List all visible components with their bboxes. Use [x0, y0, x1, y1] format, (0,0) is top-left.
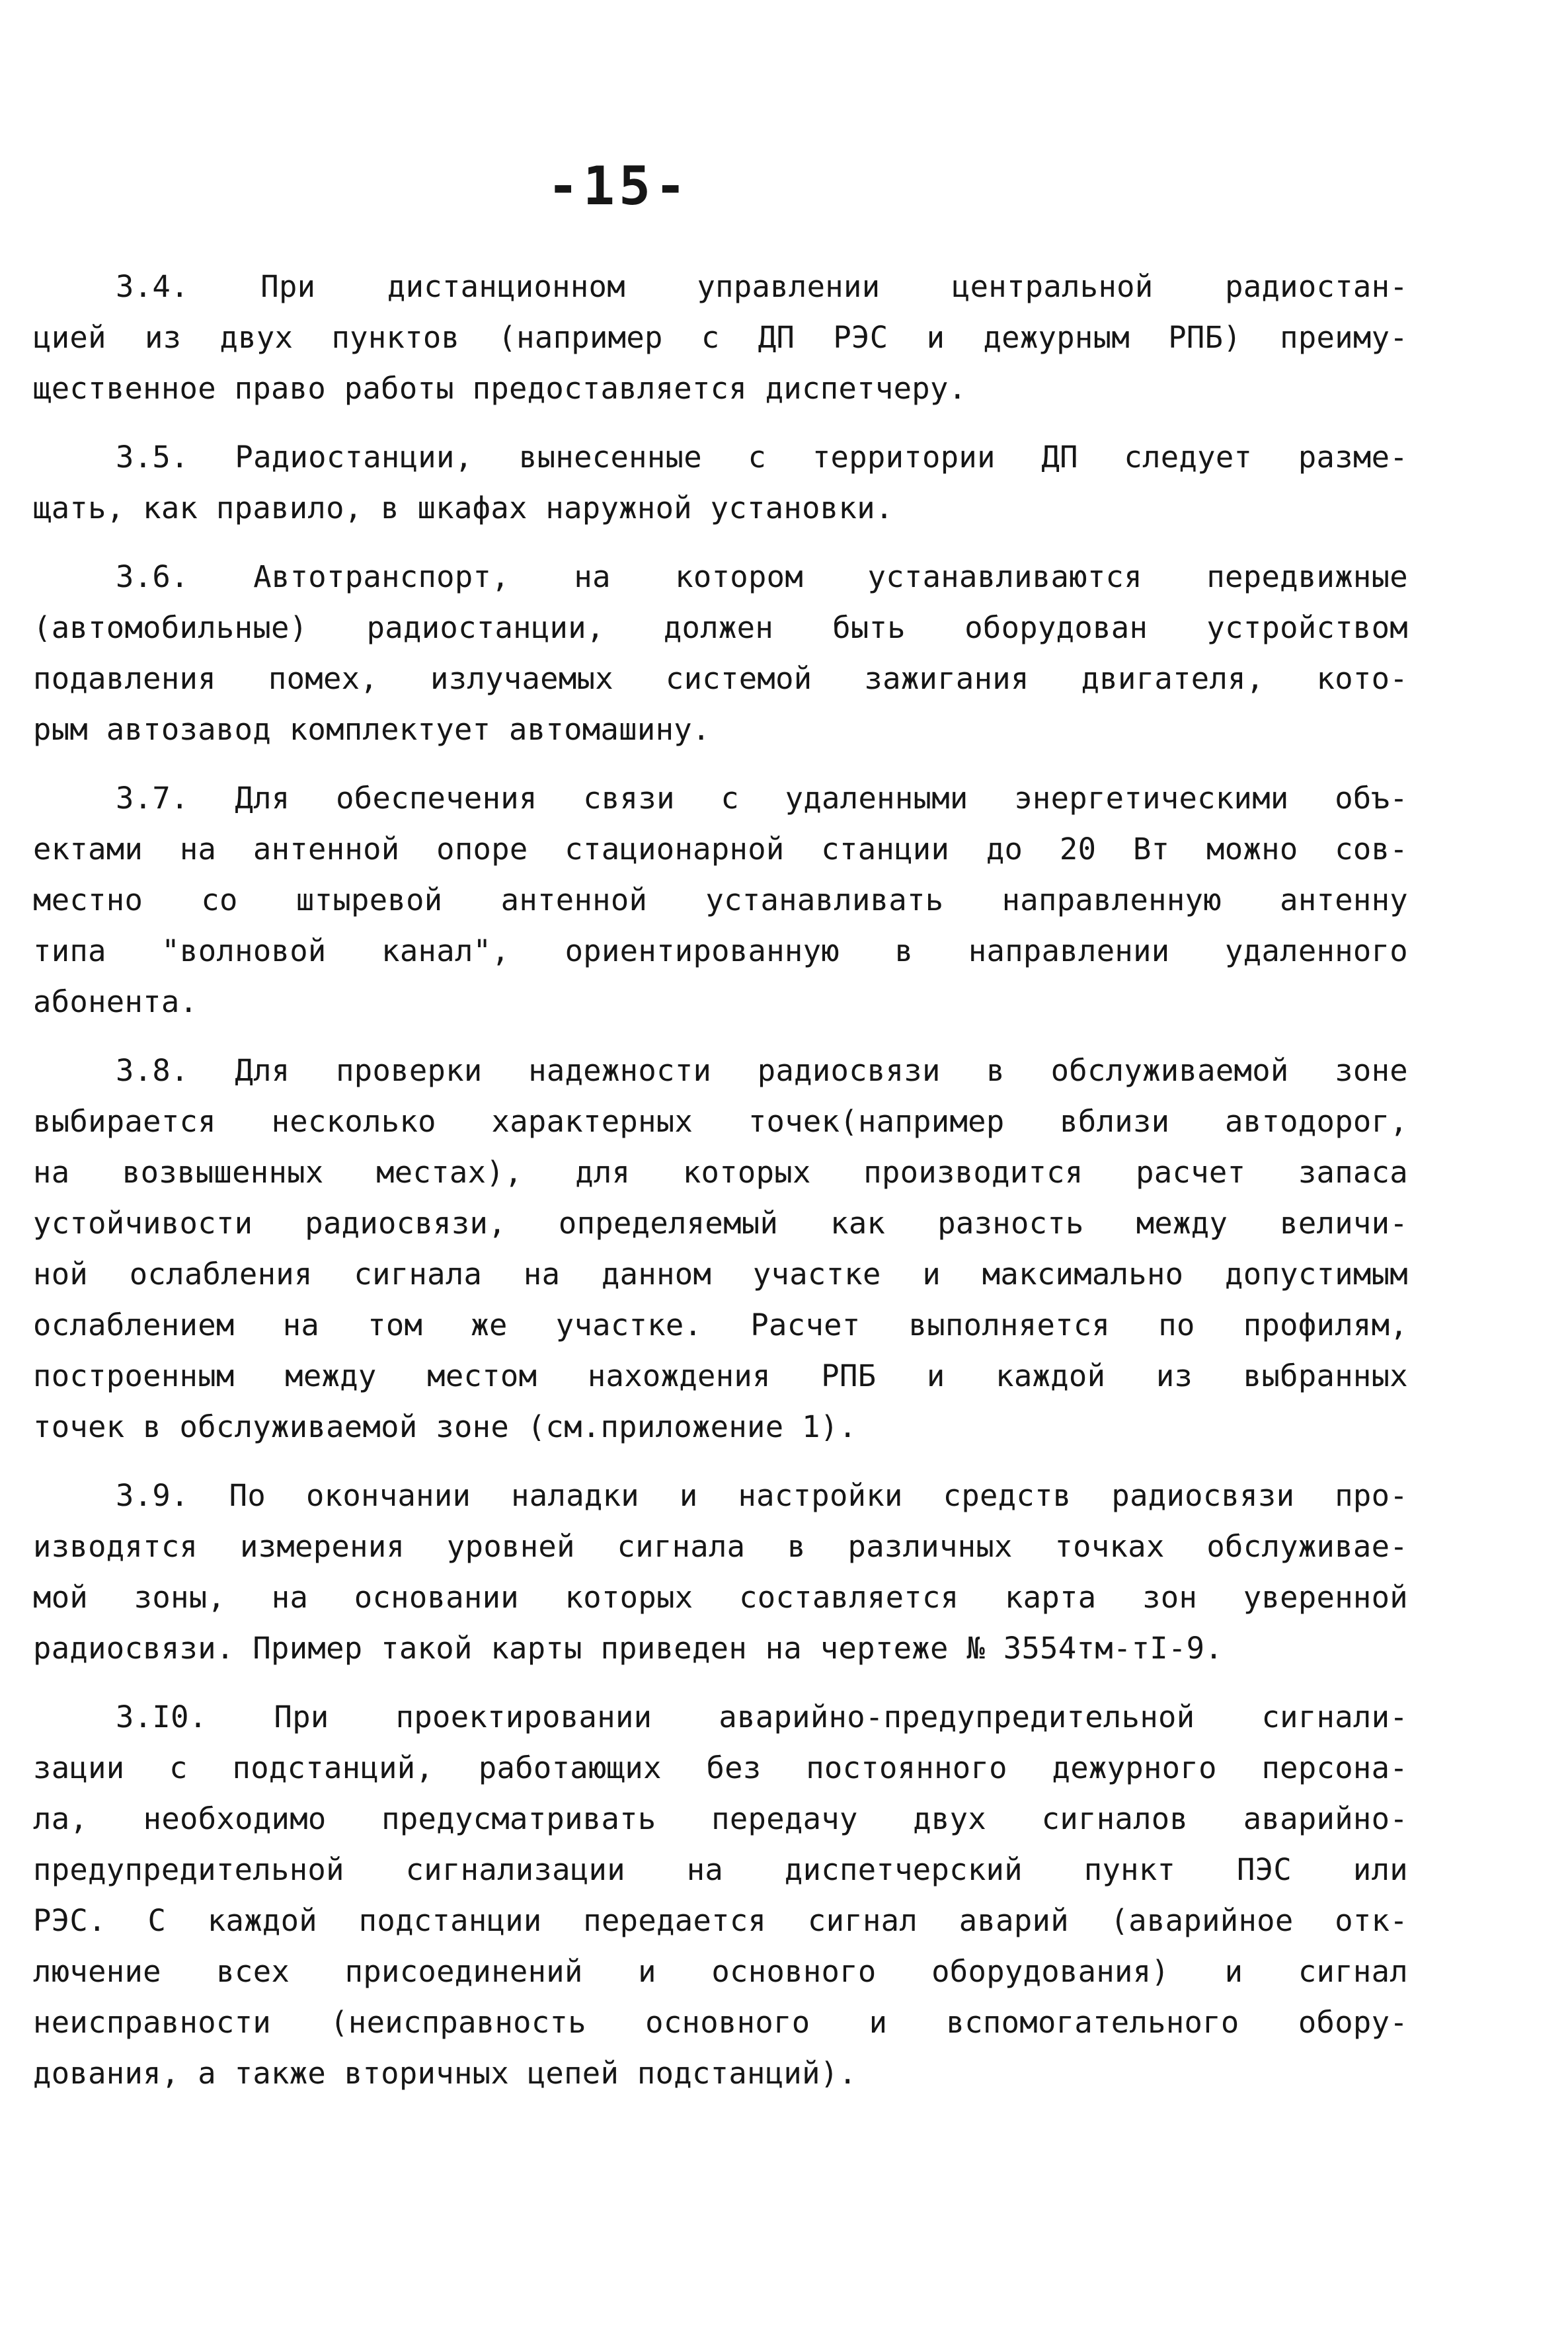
text-line: 3.4. При дистанционном управлении центральной радиостан-: [116, 269, 1408, 304]
text-line: точек в обслуживаемой зоне (см.приложение 1).: [33, 1409, 857, 1444]
text-line: ной ослабления сигнала на данном участке и максимально допустимым: [33, 1257, 1408, 1292]
text-line: 3.6. Автотранспорт, на котором устанавливаются передвижные: [116, 559, 1408, 594]
page-number: -15-: [547, 155, 691, 217]
text-line: 3.7. Для обеспечения связи с удаленными энергетическими объ-: [116, 781, 1408, 816]
text-line: подавления помех, излучаемых системой зажигания двигателя, кото-: [33, 661, 1408, 696]
text-line: 3.I0. При проектировании аварийно-предупредительной сигнали-: [116, 1699, 1408, 1734]
paragraph-3-5: [33, 432, 1408, 533]
text-line: местно со штыревой антенной устанавливать направленную антенну: [33, 882, 1408, 917]
text-line: 3.9. По окончании наладки и настройки средств радиосвязи про-: [116, 1478, 1408, 1513]
paragraph-3-8: [33, 1045, 1408, 1452]
text-line: лючение всех присоединений и основного оборудования) и сигнал: [33, 1954, 1408, 1989]
text-line: предупредительной сигнализации на диспетчерский пункт ПЭС или: [33, 1852, 1408, 1887]
text-line: (автомобильные) радиостанции, должен быть оборудован устройством: [33, 610, 1408, 645]
text-line: построенным между местом нахождения РПБ и каждой из выбранных: [33, 1358, 1408, 1393]
text-line: выбирается несколько характерных точек(например вблизи автодорог,: [33, 1104, 1408, 1139]
paragraph-3-7: [33, 773, 1408, 1027]
paragraph-3-9: [33, 1470, 1408, 1674]
text-line: устойчивости радиосвязи, определяемый как разность между величи-: [33, 1206, 1408, 1241]
text-line: мой зоны, на основании которых составляется карта зон уверенной: [33, 1580, 1408, 1615]
text-line: ектами на антенной опоре стационарной станции до 20 Вт можно сов-: [33, 832, 1408, 867]
text-line: неисправности (неисправность основного и вспомогательного обору-: [33, 2005, 1408, 2040]
text-line: изводятся измерения уровней сигнала в различных точках обслуживае-: [33, 1529, 1408, 1564]
text-line: зации с подстанций, работающих без постоянного дежурного персона-: [33, 1750, 1408, 1785]
text-line: 3.8. Для проверки надежности радиосвязи в обслуживаемой зоне: [116, 1053, 1408, 1088]
text-line: 3.5. Радиостанции, вынесенные с территории ДП следует разме-: [116, 440, 1408, 475]
text-line: РЭС. С каждой подстанции передается сигнал аварий (аварийное отк-: [33, 1903, 1408, 1938]
text-line: щать, как правило, в шкафах наружной установки.: [33, 490, 894, 526]
text-line: на возвышенных местах), для которых производится расчет запаса: [33, 1155, 1408, 1190]
text-line: ослаблением на том же участке. Расчет выполняется по профилям,: [33, 1307, 1408, 1343]
text-line: щественное право работы предоставляется диспетчеру.: [33, 371, 967, 406]
document-body: [33, 261, 1408, 2117]
text-line: абонента.: [33, 984, 198, 1019]
text-line: радиосвязи. Пример такой карты приведен на чертеже № 3554тм-тI-9.: [33, 1631, 1224, 1666]
text-line: ла, необходимо предусматривать передачу двух сигналов аварийно-: [33, 1801, 1408, 1836]
paragraph-3-6: [33, 551, 1408, 755]
paragraph-3-10: [33, 1692, 1408, 2099]
paragraph-3-4: [33, 261, 1408, 414]
text-line: цией из двух пунктов (например с ДП РЭС и дежурным РПБ) преиму-: [33, 320, 1408, 355]
text-line: типа "волновой канал", ориентированную в направлении удаленного: [33, 933, 1408, 968]
text-line: дования, а также вторичных цепей подстанций).: [33, 2056, 857, 2091]
text-line: рым автозавод комплектует автомашину.: [33, 712, 711, 747]
